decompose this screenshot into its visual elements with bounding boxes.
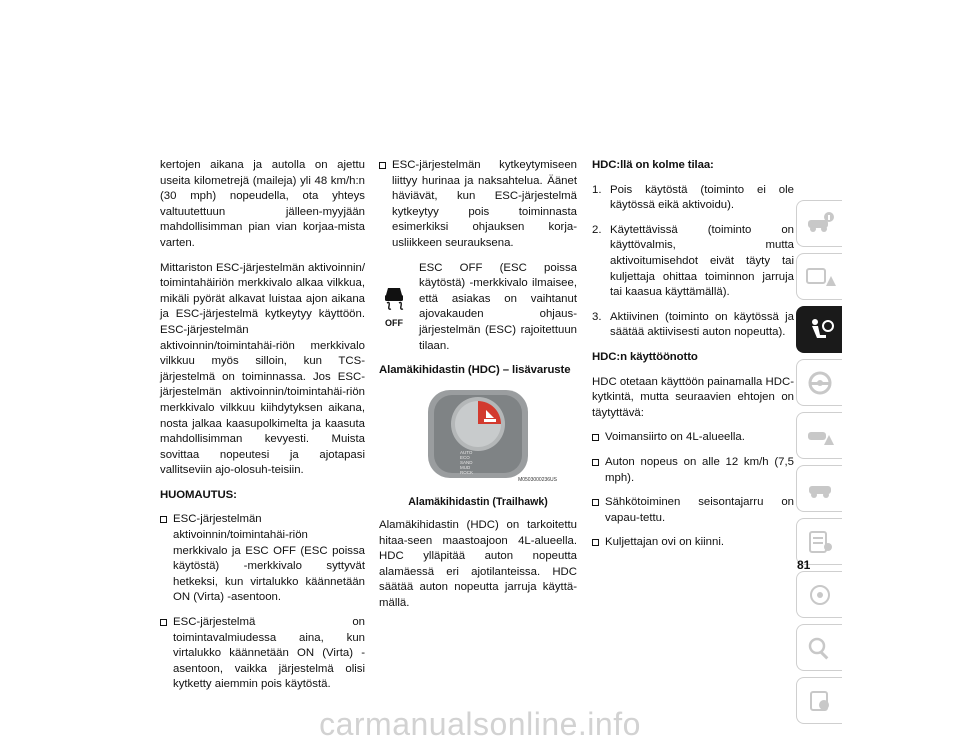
esc-off-label: OFF	[385, 318, 403, 329]
bullet-item: Voimansiirto on 4L-alueella.	[592, 430, 794, 446]
esc-off-icon	[379, 261, 419, 355]
tab-car-service[interactable]	[796, 465, 842, 512]
tab-steering-wheel[interactable]	[796, 359, 842, 406]
emergency-warning-icon	[804, 423, 836, 449]
switch-mode-label: SAND	[460, 459, 473, 465]
bullet-item: Kuljettajan ovi on kiinni.	[592, 535, 794, 551]
bullet-square-icon	[592, 499, 599, 506]
tab-emergency-warning[interactable]	[796, 412, 842, 459]
search-index-icon	[804, 635, 836, 661]
bullet-item: ESC-järjestelmä on toimintavalmiudessa aina, kun virtalukko käännetään ON (Virta) -asentoon, vaikka järjestelmä olisi kytketty aiemmin pois käytöstä.	[160, 615, 365, 693]
tab-multimedia[interactable]	[796, 571, 842, 618]
bullet-item: ESC-järjestelmän kytkeytymiseen liittyy hurinaa ja naksahtelua. Äänet häviävät, kun ESC-järjestelmä kytkeytyy pois toiminnasta esimerkiksi ohjauksen korja-usliikkeen seurauksena.	[379, 158, 577, 252]
figure-caption: Alamäkihidastin (Trailhawk)	[408, 496, 548, 509]
numbered-item: 1. Pois käytöstä (toiminto ei ole käytössä eikä aktivoidu).	[592, 183, 794, 212]
bullet-item: Auton nopeus on alle 12 km/h (7,5 mph).	[592, 455, 794, 486]
figure-code: M0503000236US	[518, 476, 557, 483]
hdc-switch-figure	[379, 388, 577, 490]
bullet-square-icon	[592, 434, 599, 441]
bullet-square-icon	[160, 619, 167, 626]
tab-car-info[interactable]	[796, 200, 842, 247]
paragraph: ESC OFF (ESC poissa käytöstä) -merkkivalo ilmaisee, että asiakas on vaihtanut ajovakauden ohjaus-järjestelmän (ESC) rajoitettuun tilaan.	[419, 261, 577, 352]
paragraph: Mittariston ESC-järjestelmän aktivoinnin/ toimintahäiriön merkkivalo alkaa vilkkua, mikäli pyörät alkavat luistaa ajon aikana ja ESC-järjestelmä kytkeytyy käyttöön. ESC-järjestelmän aktivoinnin/toimintahäi-riön merkkivalo vilkkuu myös silloin, kun TCS-järjestelmä on toiminnassa. Jos ESC-järjestelmän aktivoinnin/toimintahäi-riön merkkivalo vilkkuu kiihdytyksen aikana, nosta jalkaa kaasupolkimelta ja kaasuta mahdollisimman kevyesti. Muista sovittaa nopeutesi ja ajotapasi vallitseviin ajo-olosuh-teisiin.	[160, 261, 365, 477]
bullet-square-icon	[592, 459, 599, 466]
maintenance-list-icon	[804, 529, 836, 555]
note-heading: HUOMAUTUS:	[160, 488, 237, 501]
bullet-item: Sähkötoiminen seisontajarru on vapau-tettu.	[592, 495, 794, 526]
switch-mode-label: ECO	[460, 454, 470, 460]
steering-wheel-icon	[804, 370, 836, 396]
paragraph: HDC otetaan käyttöön painamalla HDC-kytkintä, mutta seuraavien ehtojen on täytyttävä:	[592, 375, 794, 419]
switch-mode-label: ROCK	[460, 469, 474, 475]
bullet-square-icon	[379, 162, 386, 169]
page-number: 81	[797, 558, 811, 572]
middle-column	[379, 158, 577, 620]
switch-mode-label: AUTO	[460, 449, 473, 455]
bullet-square-icon	[592, 539, 599, 546]
section-heading: Alamäkihidastin (HDC) – lisävaruste	[379, 364, 571, 377]
right-column	[592, 158, 794, 560]
tab-search-index[interactable]	[796, 624, 842, 671]
esc-off-indicator	[379, 261, 577, 355]
section-heading: HDC:llä on kolme tilaa:	[592, 159, 714, 171]
section-heading: HDC:n käyttöönotto	[592, 350, 698, 363]
car-service-icon	[804, 476, 836, 502]
bullet-item: ESC-järjestelmän aktivoinnin/toimintahäi-riön merkkivalo ja ESC OFF (ESC poissa käytöstä) -merkkivalo syttyvät hetkeksi, kun virtalukko käännetään ON (Virta) -asentoon.	[160, 512, 365, 606]
left-column	[160, 158, 365, 702]
tab-dashboard-warning[interactable]	[796, 253, 842, 300]
paragraph: kertojen aikana ja autolla on ajettu useita kilometrejä (maileja) yli 48 km/h:n (30 mph) nopeudella, ota yhteys valtuutettuun jälleen-myyjään mahdollisimman pian vian korjaa-mista varten.	[160, 159, 365, 249]
switch-mode-label: MUD	[460, 464, 471, 470]
numbered-item: 3. Aktiivinen (toiminto on käytössä ja säätää aktiivisesti auton nopeutta).	[592, 310, 794, 339]
multimedia-icon	[804, 582, 836, 608]
dashboard-warning-icon	[804, 264, 836, 290]
tab-seat-airbag[interactable]	[796, 306, 842, 353]
paragraph: Alamäkihidastin (HDC) on tarkoitettu hitaa-seen maastoajoon 4L-alueella. HDC ylläpitää auton nopeutta alamäessä eri ajotilanteissa. HDC säätää auton nopeutta jarruja käyttä-mällä.	[379, 518, 577, 609]
watermark: carmanualsonline.info	[319, 706, 641, 742]
seat-airbag-icon	[804, 317, 836, 343]
numbered-item: 2. Käytettävissä (toiminto on käyttövalmis, mutta aktivoitumisehdot eivät täyty tai kuljettaja ohittaa toiminnon jarruja tai kaasua käyttämällä).	[592, 223, 794, 299]
chapter-tabs	[796, 200, 842, 730]
car-info-icon	[804, 211, 836, 237]
bullet-square-icon	[160, 516, 167, 523]
